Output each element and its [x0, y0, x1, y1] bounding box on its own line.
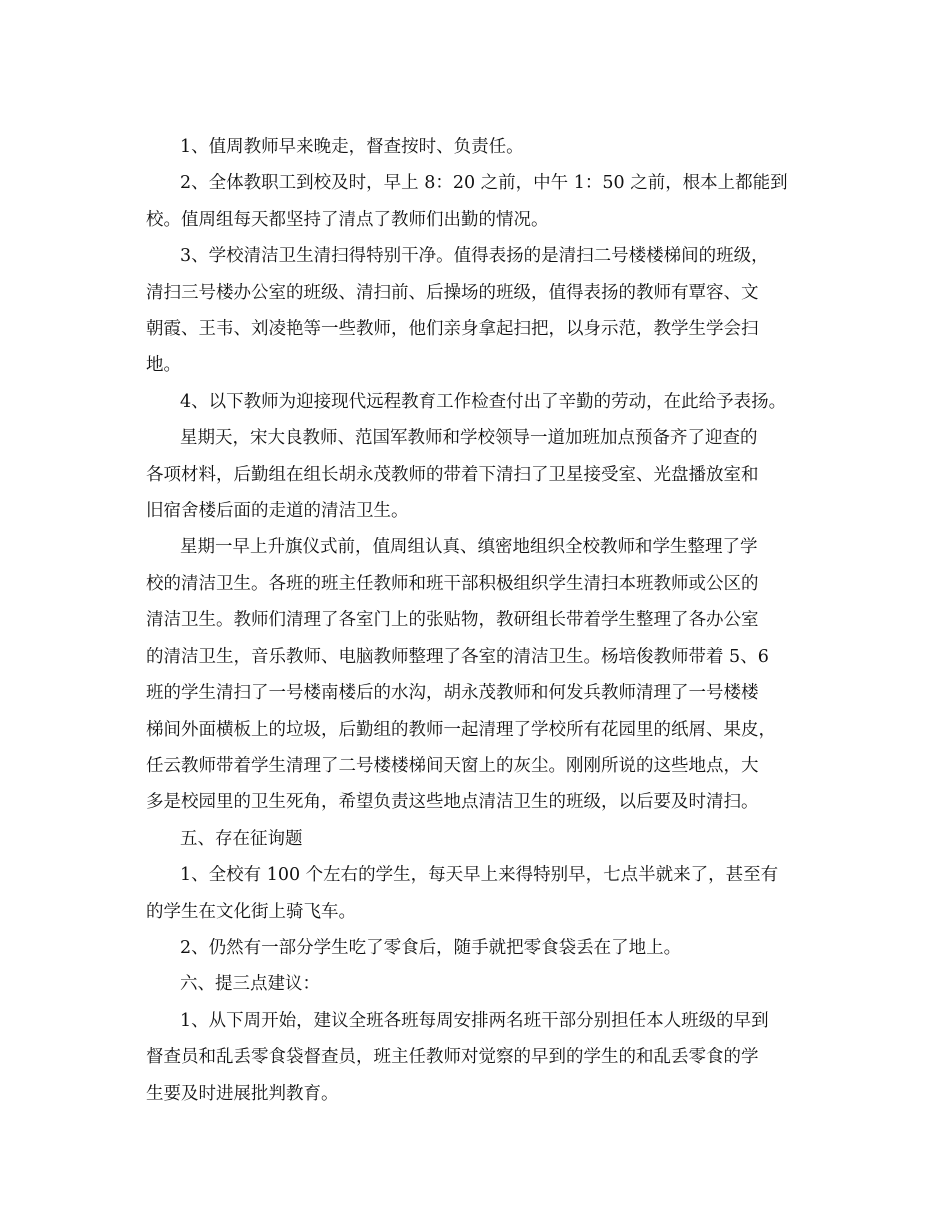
text-line: 校。值周组每天都坚持了清点了教师们出勤的情况。	[146, 209, 549, 230]
text-line: 旧宿舍楼后面的走道的清洁卫生。	[146, 501, 409, 522]
text-line: 4、以下教师为迎接现代远程教育工作检查付出了辛勤的劳动，在此给予表扬。	[180, 391, 787, 412]
paragraph-sunday	[146, 420, 826, 529]
paragraph-problem-1	[146, 857, 826, 930]
paragraph-item-4	[146, 384, 826, 420]
text-line: 任云教师带着学生清理了二号楼楼梯间天窗上的灰尘。刚刚所说的这些地点，大	[146, 755, 759, 776]
text-line: 督查员和乱丢零食袋督查员，班主任教师对觉察的早到的学生的和乱丢零食的学	[146, 1047, 759, 1068]
document-body	[146, 129, 826, 1112]
text-line: 2、全体教职工到校及时，早上 8：20 之前，中午 1：50 之前，根本上都能到	[180, 173, 788, 194]
text-line: 的清洁卫生，音乐教师、电脑教师整理了各室的清洁卫生。杨培俊教师带着 5、6	[146, 646, 769, 667]
section-heading-problems	[146, 821, 826, 857]
text-line: 星期天，宋大良教师、范国军教师和学校领导一道加班加点预备齐了迎查的	[180, 428, 758, 449]
text-line: 的学生在文化街上骑飞车。	[146, 901, 356, 922]
text-line: 清洁卫生。教师们清理了各室门上的张贴物，教研组长带着学生整理了各办公室	[146, 610, 759, 631]
paragraph-problem-2	[146, 930, 826, 966]
text-line: 各项材料，后勤组在组长胡永茂教师的带着下清扫了卫星接受室、光盘播放室和	[146, 464, 759, 485]
text-line: 1、全校有 100 个左右的学生，每天早上来得特别早，七点半就来了，甚至有	[180, 865, 779, 886]
paragraph-item-2	[146, 165, 826, 238]
text-line: 1、从下周开始，建议全班各班每周安排两名班干部分别担任本人班级的早到	[180, 1010, 769, 1031]
text-line: 星期一早上升旗仪式前，值周组认真、缜密地组织全校教师和学生整理了学	[180, 537, 758, 558]
paragraph-monday	[146, 529, 826, 820]
text-line: 1、值周教师早来晚走，督查按时、负责任。	[180, 137, 524, 157]
text-line: 五、存在征询题	[180, 828, 303, 849]
text-line: 六、提三点建议：	[180, 974, 320, 995]
text-line: 班的学生清扫了一号楼南楼后的水沟，胡永茂教师和何发兵教师清理了一号楼楼	[146, 683, 759, 704]
paragraph-suggestion-1	[146, 1003, 826, 1112]
text-line: 朝霞、王韦、刘凌艳等一些教师，他们亲身拿起扫把，以身示范，教学生学会扫	[146, 319, 759, 340]
text-line: 多是校园里的卫生死角，希望负责这些地点清洁卫生的班级，以后要及时清扫。	[146, 792, 759, 813]
text-line: 地。	[146, 355, 181, 376]
text-line: 梯间外面横板上的垃圾，后勤组的教师一起清理了学校所有花园里的纸屑、果皮，	[146, 719, 776, 740]
paragraph-item-3	[146, 238, 826, 384]
text-line: 清扫三号楼办公室的班级、清扫前、后操场的班级，值得表扬的教师有覃容、文	[146, 282, 759, 303]
text-line: 2、仍然有一部分学生吃了零食后，随手就把零食袋丢在了地上。	[180, 937, 682, 958]
section-heading-suggestions	[146, 966, 826, 1002]
text-line: 校的清洁卫生。各班的班主任教师和班干部积极组织学生清扫本班教师或公区的	[146, 573, 759, 594]
text-line: 3、学校清洁卫生清扫得特别干净。值得表扬的是清扫二号楼楼梯间的班级，	[180, 246, 769, 267]
paragraph-item-1	[146, 129, 826, 165]
text-line: 生要及时进展批判教育。	[146, 1083, 339, 1104]
